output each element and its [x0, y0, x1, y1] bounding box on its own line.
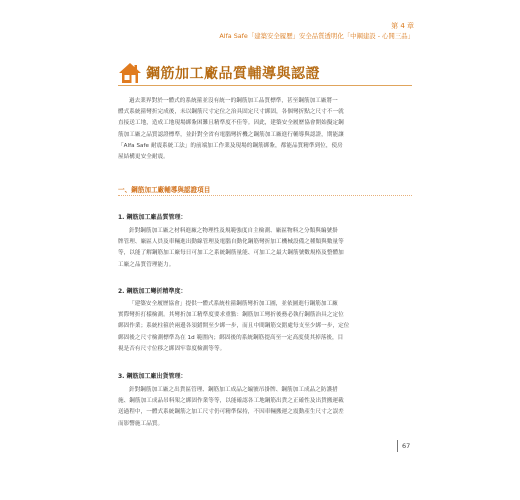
running-title: Alfa Safe「建築安全履歷」安全品質透明化「中鋼建設 - 心開三品」: [219, 32, 414, 40]
page-title: 鋼筋加工廠品質輔導與認證: [146, 66, 320, 82]
item-line: 「建築安全履歷協會」提供一體式系統柱箍鋼筋彎折加工圖，並依圖進行鋼筋加工廠: [129, 301, 338, 307]
item-heading: 1. 鋼筋加工廠品質管理：: [118, 214, 187, 221]
item-line: 針對鋼筋加工廠之材料進廠之物理性及規範強度自主檢測、廠區物料之分類與編號掛: [129, 228, 338, 234]
intro-line: 「Alfa Safe 耐震系統工法」的前端加工作業及現場的鋼筋綁紮，都能品質精準到位，使房: [118, 142, 343, 149]
page-number-divider: [397, 440, 398, 452]
item-paragraph: [118, 226, 412, 271]
item-line: 牌管理、廠區人員及車輛進出動線管理及電腦自動化鋼筋彎折加工機械設備之種類與數量等: [118, 239, 344, 246]
page-footer: [397, 440, 410, 452]
item-heading: 3. 鋼筋加工廠出貨管理：: [118, 373, 187, 380]
item-paragraph: [118, 299, 412, 355]
chapter-label: 第 4 章: [391, 22, 414, 30]
running-header: [219, 22, 414, 41]
item-line: 送過程中，一體式系統鋼筋之加工尺寸仍可精準保持，不因車輛搬運之震動產生尺寸之誤差: [118, 409, 344, 416]
title-block: [118, 62, 320, 84]
intro-line: 筋加工廠之品質認證標準，並針對全省有電腦彎折機之鋼筋加工廠進行輔導與認證，期能讓: [118, 131, 344, 138]
intro-line: 直接送工地，造成工地現場綁紮困難且精準度不佳等。因此，建築安全履歷協會開始擬定鋼: [118, 120, 344, 127]
title-underline: [118, 85, 412, 86]
house-icon: [118, 62, 142, 84]
item-line: 施、鋼筋加工成品吊料架之綁固作業等等，以能確認各工地鋼筋出貨之正確性及出貨搬運載: [118, 398, 344, 405]
intro-line: 過去業界對於一體式的系統箍並沒有統一的鋼筋加工品質標準，甚至鋼筋加工廠將一: [129, 98, 338, 104]
intro-line: 體式系統箍彎折完成後，未以鋼筋尺寸定位之治具固定尺寸綁固，各個彎折點之尺寸不一就: [118, 109, 344, 116]
item-line: 等，以能了解鋼筋加工廠每日可加工之系統鋼筋量能、可加工之最大鋼筋號數規格及整體加: [118, 250, 344, 257]
page-number: 67: [402, 442, 411, 450]
section-divider: [118, 195, 412, 196]
item-line: 綁固作業；系統柱箍於兩邊各須錯開至少綁一步，而且中間鋼筋交錯處每支至少綁一步，定位: [118, 323, 350, 330]
item-heading: 2. 鋼筋加工彎折精準度：: [118, 288, 187, 295]
item-line: 實際彎折打樣檢測。其彎折加工精準度要求重點：鋼筋加工彎折後務必執行鋼筋治具之定位: [118, 312, 344, 319]
item-line: 綁固後之尺寸檢測標準為在 1d 範圍內；綁固後的系統鋼筋提高至一定高度使其掉落後，目: [118, 334, 344, 341]
intro-paragraph: [118, 96, 412, 163]
item-line: 針對鋼筋加工廠之出貨區管理、鋼筋加工成品之編號吊掛牌、鋼筋加工成品之防護措: [129, 387, 338, 393]
section-heading: 一、鋼筋加工廠輔導與認證項目: [118, 186, 211, 194]
item-paragraph: [118, 385, 412, 430]
item-line: 視是否有尺寸位移之綁固牢靠度檢測等等。: [118, 345, 226, 352]
intro-line: 屋結構更安全耐震。: [118, 154, 169, 161]
item-line: 工廠之品質管理能力。: [118, 261, 175, 268]
item-line: 而影響施工品質。: [118, 420, 164, 427]
